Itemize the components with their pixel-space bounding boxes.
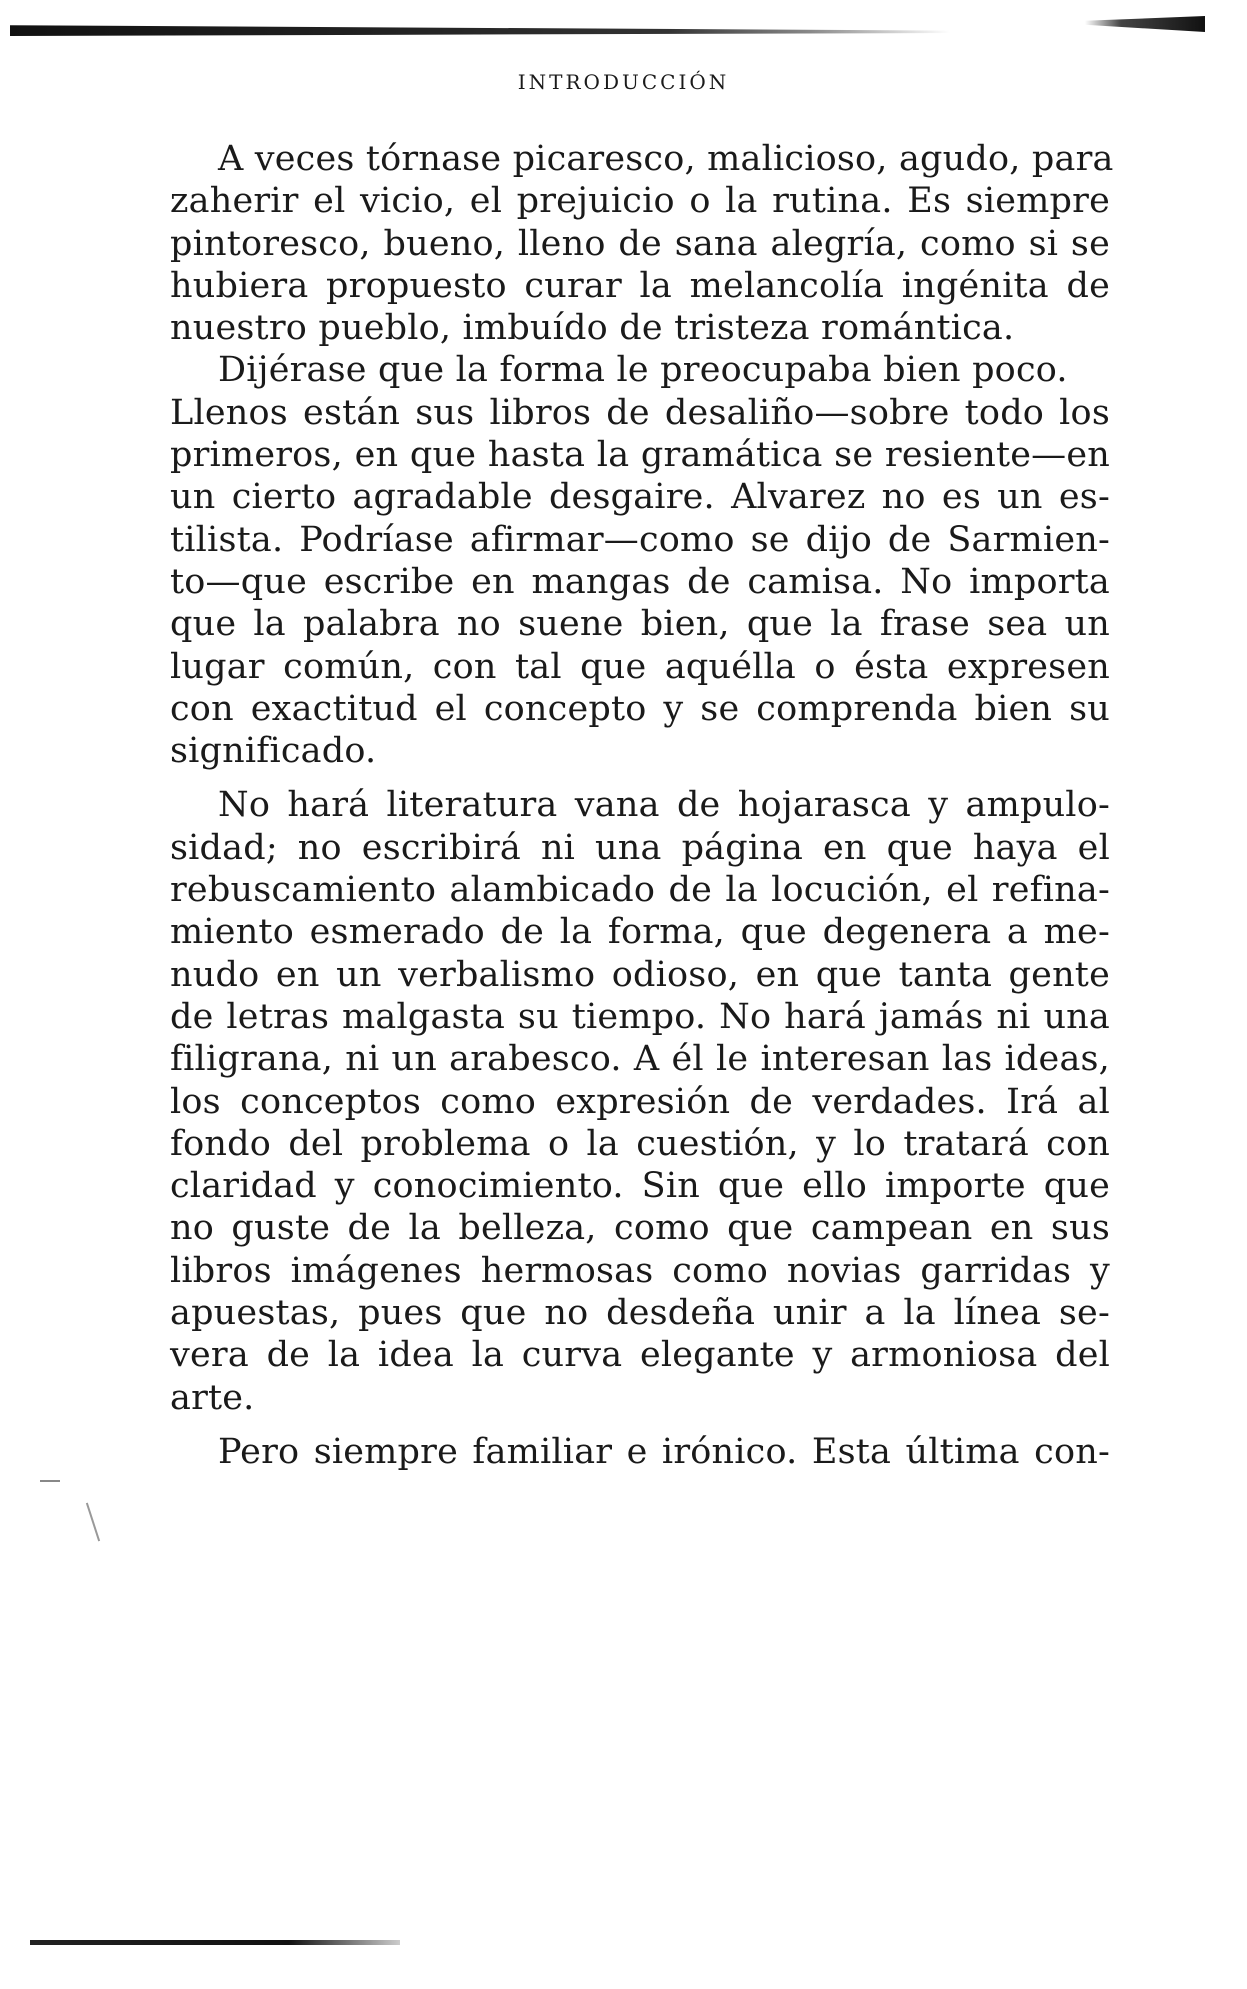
text-line: los conceptos como expresión de verdades. Irá al [170, 1081, 1110, 1122]
paragraph [170, 784, 1110, 1418]
text-line: arte. [170, 1377, 255, 1418]
margin-mark [86, 1503, 100, 1542]
text-line: Llenos están sus libros de desaliño—sobre todo los [170, 392, 1110, 433]
text-line: que la palabra no suene bien, que la frase sea un [170, 604, 1110, 645]
text-line: claridad y conocimiento. Sin que ello importe que [170, 1166, 1110, 1207]
paragraph [170, 138, 1114, 349]
text-line: nuestro pueblo, imbuído de tristeza romántica. [170, 308, 1015, 349]
text-line: pintoresco, bueno, lleno de sana alegría, como si se [170, 223, 1110, 264]
running-head: INTRODUCCIÓN [517, 70, 730, 94]
text-line: no guste de la belleza, como que campean en sus [170, 1208, 1110, 1249]
text-line: de letras malgasta su tiempo. No hará jamás ni una [170, 996, 1110, 1037]
text-line: fondo del problema o la cuestión, y lo tratará con [170, 1123, 1110, 1164]
text-line: nudo en un verbalismo odioso, en que tanta gente [170, 954, 1110, 995]
text-line: A veces tórnase picaresco, malicioso, agudo, para [218, 139, 1114, 179]
text-line: vera de la idea la curva elegante y armoniosa del [170, 1335, 1110, 1376]
text-line: to—que escribe en mangas de camisa. No importa [170, 561, 1110, 602]
paragraph [170, 349, 1110, 772]
text-line: significado. [170, 731, 377, 772]
text-line: zaherir el vicio, el prejuicio o la rutina. Es siempre [170, 181, 1110, 222]
top-border-rule [10, 24, 950, 36]
body-text [170, 138, 1114, 1473]
text-line: hubiera propuesto curar la melancolía ingénita de [170, 265, 1110, 306]
text-line: sidad; no escribirá ni una página en que haya el [170, 827, 1110, 868]
text-line: Dijérase que la forma le preocupaba bien poco. [218, 350, 1068, 391]
text-line: tilista. Podríase afirmar—como se dijo de Sarmien- [170, 519, 1110, 560]
margin-mark [40, 1480, 60, 1482]
text-line: apuestas, pues que no desdeña unir a la línea se- [170, 1293, 1110, 1334]
text-line: Pero siempre familiar e irónico. Esta última con- [218, 1431, 1110, 1472]
text-line: No hará literatura vana de hojarasca y ampulo- [218, 785, 1110, 826]
text-line: rebuscamiento alambicado de la locución, el refina- [170, 870, 1110, 911]
text-line: con exactitud el concepto y se comprenda bien su [170, 688, 1110, 729]
paragraph [170, 1431, 1110, 1473]
bottom-border-rule [30, 1940, 400, 1945]
text-line: filigrana, ni un arabesco. A él le interesan las ideas, [170, 1039, 1110, 1080]
text-line: libros imágenes hermosas como novias garridas y [170, 1250, 1110, 1291]
text-line: lugar común, con tal que aquélla o ésta expresen [170, 646, 1110, 687]
text-line: primeros, en que hasta la gramática se resiente—en [170, 435, 1110, 476]
text-line: miento esmerado de la forma, que degenera a me- [170, 912, 1110, 953]
text-line: un cierto agradable desgaire. Alvarez no es un es- [170, 477, 1110, 518]
top-border-rule-right [1085, 16, 1205, 32]
